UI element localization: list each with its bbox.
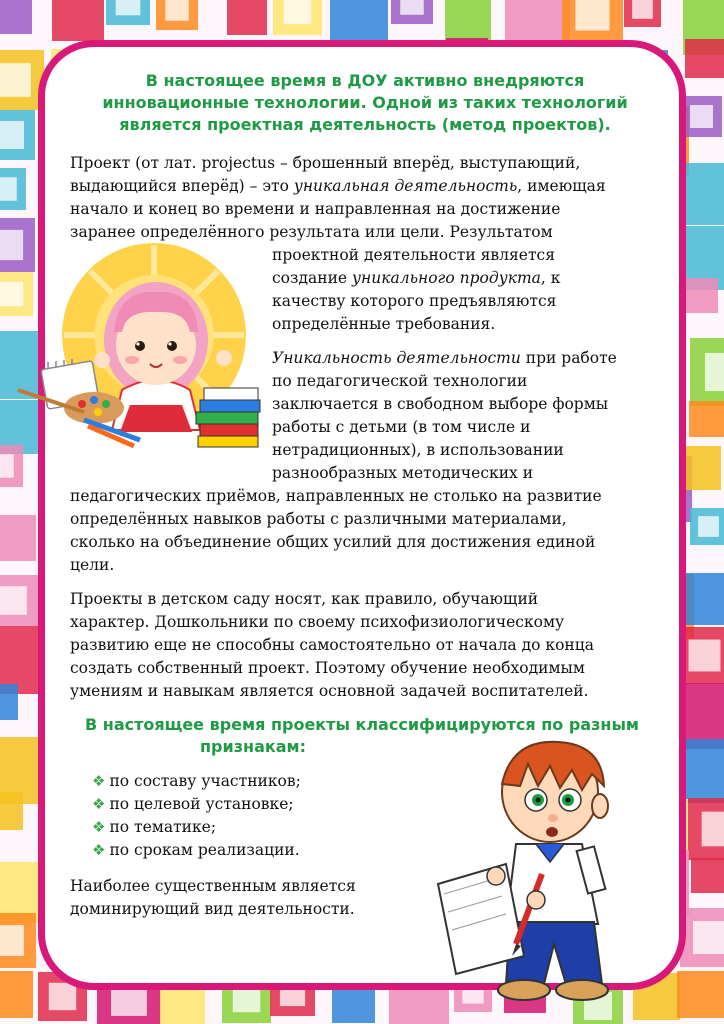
diamond-bullet-icon: ❖ — [92, 818, 106, 836]
girl-with-books-and-palette-icon — [14, 240, 266, 450]
boy-with-notebook-and-pencil-icon — [432, 734, 634, 1004]
background-square-inner — [0, 925, 24, 956]
para1-line8: определённые требования. — [272, 315, 496, 333]
para3-line2: характер. Дошкольники по своему психофизиологическому — [70, 613, 565, 631]
para2-line8: определённых навыков работы с различными материалами, — [70, 510, 567, 528]
para1-line5: проектной деятельности является — [272, 246, 555, 264]
background-square-inner — [0, 586, 27, 615]
intro-heading-line1: В настоящее время в ДОУ активно внедряются — [145, 71, 585, 90]
background-square — [445, 0, 491, 40]
para4-line2: доминирующий вид деятельности. — [70, 900, 355, 918]
background-square-inner — [705, 353, 724, 391]
background-square — [685, 39, 724, 78]
intro-heading — [80, 70, 650, 136]
background-square-inner — [0, 177, 17, 201]
para1-line3: начало и конец во времени и направленная на достижение — [70, 200, 561, 218]
para1-line6: создание уникального продукта, к — [272, 269, 561, 287]
para2-line9: сколько на объединение общих усилий для достижения единой — [70, 533, 596, 551]
diamond-bullet-icon: ❖ — [92, 795, 106, 813]
para3-line5: умениям и навыкам является основной задачей воспитателей. — [70, 682, 589, 700]
para2-line1: Уникальность деятельности при работе — [272, 349, 617, 367]
emphasis-unique-activity: уникальная деятельность — [293, 177, 518, 195]
list-item: ❖ по тематике; — [92, 818, 217, 836]
para2-line6: разнообразных методических и — [272, 464, 534, 482]
list-item: ❖ по целевой установке; — [92, 795, 294, 813]
background-square-inner — [690, 105, 713, 128]
background-square — [683, 278, 718, 313]
para2-line2: по педагогической технологии — [272, 372, 528, 390]
intro-heading-line3: является проектная деятельность (метод проектов). — [119, 115, 611, 134]
background-square-inner — [698, 516, 719, 537]
background-square-inner — [689, 640, 721, 672]
para2-line5: нетрадиционных), в использовании — [272, 441, 564, 459]
para2-line7: педагогических приёмов, направленных не столько на развитие — [70, 487, 602, 505]
emphasis-uniqueness: Уникальность деятельности — [272, 349, 521, 367]
para2-line10: цели. — [70, 556, 115, 574]
para3-line4: создать собственный проект. Поэтому обучение необходимым — [70, 659, 585, 677]
background-square — [52, 0, 104, 41]
background-square-inner — [49, 983, 76, 1010]
background-square — [677, 971, 724, 1018]
list-item: ❖ по срокам реализации. — [92, 841, 300, 859]
background-square — [689, 401, 724, 437]
background-square-inner — [0, 63, 31, 97]
background-square — [691, 858, 724, 893]
para2-line4: работы с детьми (в том числе и — [272, 418, 531, 436]
para1-line2: выдающийся вперёд) – это уникальная деятельность, имеющая — [70, 177, 606, 195]
para3-line3: развитию еще не способны самостоятельно от начала до конца — [70, 636, 594, 654]
para1-line4: заранее определённого результата или цели. Результатом — [70, 223, 553, 241]
para3-line1: Проекты в детском саду носят, как правило, обучающий — [70, 590, 539, 608]
list-item: ❖ по составу участников; — [92, 772, 301, 790]
intro-heading-line2: инновационные технологии. Одной из таких технологий — [102, 93, 628, 112]
background-square — [227, 0, 267, 35]
background-square — [0, 0, 32, 34]
background-square-inner — [0, 454, 14, 478]
background-square — [0, 971, 33, 1018]
background-square — [680, 163, 724, 225]
background-square-inner — [284, 0, 311, 24]
para1-line1: Проект (от лат. projectus – брошенный вперёд, выступающий, — [70, 154, 581, 172]
para1-line7: качеству которого предъявляются — [272, 292, 557, 310]
background-square-inner — [116, 0, 141, 15]
diamond-bullet-icon: ❖ — [92, 841, 106, 859]
background-square — [0, 792, 23, 830]
background-square-inner — [0, 121, 24, 149]
background-square — [0, 684, 18, 720]
classification-heading-line1: В настоящее время проекты классифицируются по разным — [85, 715, 639, 734]
para4-line1: Наиболее существенным является — [70, 877, 356, 895]
para2-line3: заключается в свободном выборе формы — [272, 395, 609, 413]
background-square-inner — [165, 0, 189, 21]
background-square-inner — [400, 0, 424, 15]
diamond-bullet-icon: ❖ — [92, 772, 106, 790]
emphasis-unique-product: уникального продукта — [352, 269, 541, 287]
background-square-inner — [575, 0, 609, 31]
classification-heading-line2: признакам: — [200, 737, 306, 756]
background-square-inner — [702, 812, 724, 847]
background-square-inner — [693, 921, 724, 954]
background-square — [0, 515, 36, 561]
background-square-inner — [632, 0, 653, 19]
